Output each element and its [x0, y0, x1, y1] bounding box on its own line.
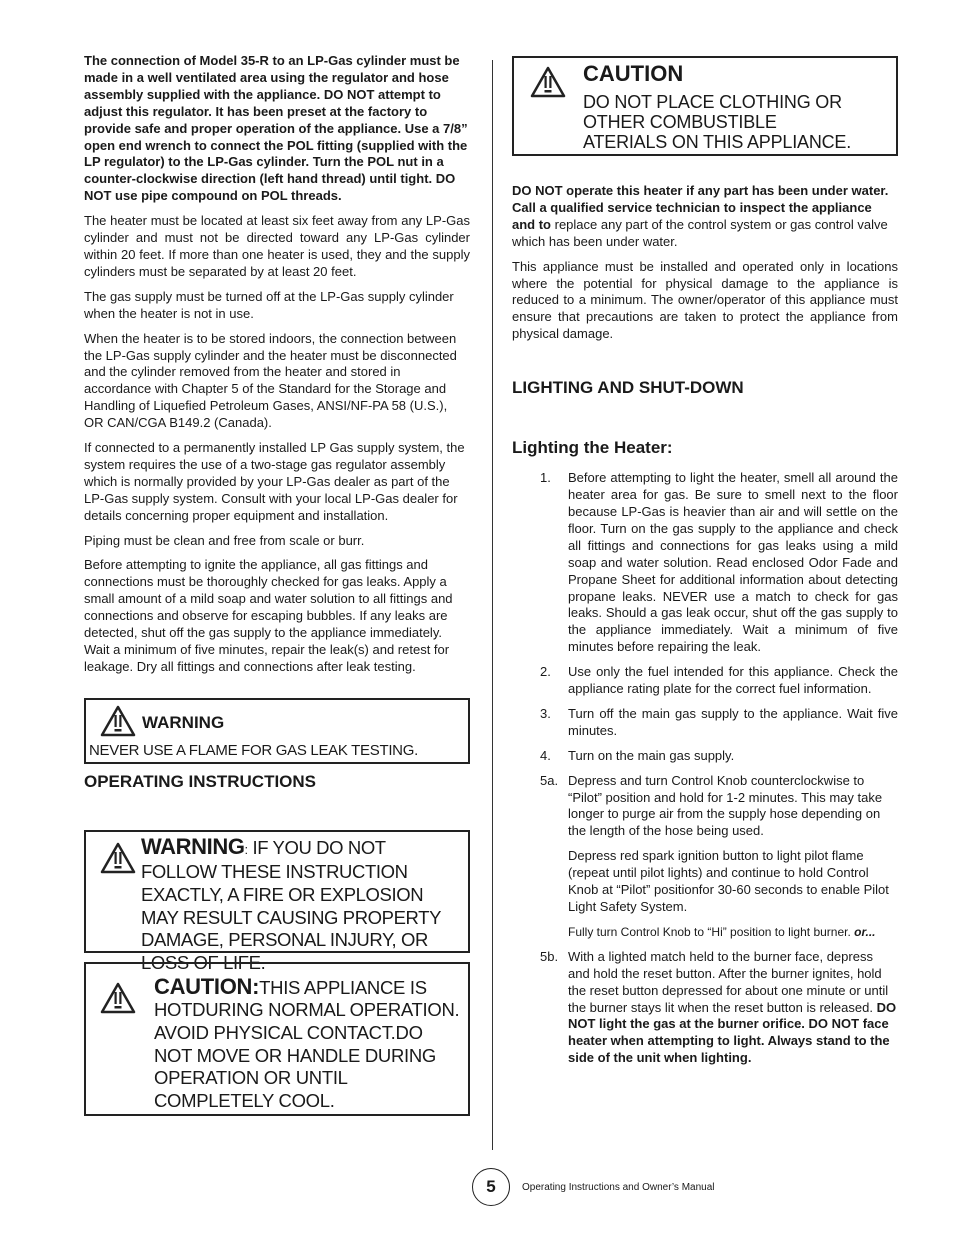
connection-paragraph: The connection of Model 35-R to an LP-Gas cylinder must be made in a well ventilated area using the regulator and hose assembly supplied with the appliance. DO NOT attempt to adjust this regulator. It has been preset at the factory to provide safe and proper operation of the appliance. Use a 7/8” open end wrench to connect the POL fitting (supplied with the LP regulator) to the LP-Gas cylinder. Turn the POL nut in a counter-clockwise direction (left hand thread) until tight. DO NOT use pipe compound on POL threads. [84, 53, 468, 204]
warning-box-follow-instructions [84, 830, 470, 973]
warning-triangle-icon [100, 842, 136, 879]
caution-box-hot-appliance [84, 962, 470, 1116]
warning-title: WARNING [142, 713, 225, 733]
step-5a-or-text: or... [854, 924, 876, 939]
water-damage-paragraph [512, 183, 898, 251]
step-number: 1. [540, 470, 551, 486]
step-5b-text: With a lighted match held to the burner face, depress and hold the reset button. After the burner ignites, hold the reset button depressed for about one minute or until the burner stays lit when the reset button is released. [568, 948, 889, 1015]
caution-line-2: OTHER COMBUSTIBLE [583, 112, 777, 132]
step-text: Turn off the main gas supply to the appliance. Wait five minutes. [568, 705, 898, 738]
step-5b-bold: DO NOT light the gas at the burner orifice. DO NOT face heater when attempting to light. Always stand to the side of the unit when lighting. [568, 999, 897, 1066]
warning-triangle-icon [530, 66, 566, 103]
step-number: 3. [540, 705, 551, 721]
leak-check-paragraph: Before attempting to ignite the appliance, all gas fittings and connections must be thoroughly checked for gas leaks. Apply a small amount of a mild soap and water solution to all fittings and connections and observe for escaping bubbles. If any leaks are detected, shut off the gas supply to the appliance immediately. Wait a minimum of five minutes, repair the leak(s) and retest for leakage. Dry all fittings and connections after leak testing. [84, 557, 453, 674]
step-text: Turn on the main gas supply. [568, 747, 735, 763]
step-5a-knob-text: Fully turn Control Knob to “Hi” position to light burner. [568, 924, 855, 939]
water-damage-rest: replace any part of the control system or gas control valve which has been under water. [512, 216, 888, 249]
warning-triangle-icon [100, 982, 136, 1019]
caution-line-1: DO NOT PLACE CLOTHING OR [583, 92, 842, 112]
indoor-storage-paragraph: When the heater is to be stored indoors, the connection between the LP-Gas supply cylinder and the heater must be disconnected and the cylinder removed from the heater and stored in accordance with Chapter 5 of the Standard for the Storage and Handling of Liquefied Petroleum Gases, ANSI/NF-PA 58 (U.S.), OR CAN/CGA B149.2 (Canada). [84, 330, 457, 431]
list-item [512, 664, 898, 698]
caution-box-combustibles [512, 56, 898, 156]
caution-title: CAUTION [583, 61, 684, 86]
right-column [512, 56, 898, 1075]
warning-body: NEVER USE A FLAME FOR GAS LEAK TESTING. [89, 741, 418, 759]
physical-damage-paragraph: This appliance must be installed and operated only in locations where the potential for physical damage to the appliance is reduced to a minimum. The owner/operator of this appliance must ensure that precautions are taken to protect the appliance from physical damage. [512, 258, 898, 342]
list-item [512, 748, 898, 765]
step-text: Before attempting to light the heater, smell all around the heater area for gas. Be sure to smell next to the floor because LP-Gas is heavier than air and will settle on the floor. Turn on the gas supply to the appliance and check all fittings and connections for gas leaks using a mild soap and water solution. Read enclosed Odor Fade and Propane Sheet for additional information about detecting propane leaks. NEVER use a match to check for gas leaks. Should a gas leak occur, shut off the gas supply to the appliance immediately. Wait a minimum of five minutes before repairing the leak. [568, 470, 898, 655]
page-number: 5 [472, 1168, 510, 1206]
list-item [512, 773, 898, 841]
step-number: 2. [540, 664, 551, 680]
warning-big-colon: : [244, 841, 248, 857]
step-number: 5b. [540, 948, 559, 964]
list-item [512, 949, 898, 1067]
caution-line-3: ATERIALS ON THIS APPLIANCE. [583, 132, 852, 152]
lighting-subheading: Lighting the Heater: [512, 438, 673, 458]
step-text: Use only the fuel intended for this appliance. Check the appliance rating plate for the correct fuel information. [568, 664, 898, 697]
water-damage-bold: DO NOT operate this heater if any part has been under water. Call a qualified service technician to inspect the appliance and to [512, 183, 889, 232]
permanent-supply-paragraph: If connected to a permanently installed LP Gas supply system, the system requires the use of a two-stage gas regulator assembly which is normally provided by your LP-Gas dealer as part of the LP-Gas supply system. Consult with your local LP-Gas dealer for details concerning proper equipment and installation. [84, 440, 465, 523]
left-column [84, 53, 470, 1116]
location-paragraph: The heater must be located at least six feet away from any LP-Gas cylinder and must not be directed toward any LP-Gas cylinder within 20 feet. If more than one heater is used, they and the supply cylinders must be separated by at least 20 feet. [84, 213, 470, 279]
list-item [512, 706, 898, 740]
step-text: Depress and turn Control Knob counterclockwise to “Pilot” position and hold for 1-2 minutes. This may take longer to purge air from the supply hose depending on the length of the hose being used. [568, 772, 883, 839]
supply-off-paragraph: The gas supply must be turned off at the LP-Gas supply cylinder when the heater is not in use. [84, 288, 454, 321]
step-number: 4. [540, 747, 551, 763]
caution-big-body: THIS APPLIANCE IS HOTDURING NORMAL OPERATION. AVOID PHYSICAL CONTACT.DO NOT MOVE OR HANDLE DURING OPERATION OR UNTIL COMPLETELY COOL. [154, 976, 460, 1111]
step-number: 5a. [540, 772, 559, 788]
caution-big-title: CAUTION: [154, 973, 260, 999]
warning-big-title: WARNING [141, 833, 245, 859]
piping-paragraph: Piping must be clean and free from scale or burr. [84, 532, 365, 548]
warning-big-body: IF YOU DO NOT FOLLOW THESE INSTRUCTION EXACTLY, A FIRE OR EXPLOSION MAY RESULT CAUSING PROPERTY DAMAGE, PERSONAL INJURY, OR LOSS OF LIFE. [141, 836, 441, 973]
column-divider [492, 60, 493, 1150]
list-item [512, 470, 898, 656]
step-5a-spark-paragraph: Depress red spark ignition button to light pilot flame (repeat until pilot lights) and continue to hold Control Knob at “Pilot” positionfor 30-60 seconds to enable Pilot Light Safety System. [568, 848, 889, 914]
step-5a-knob-paragraph [568, 924, 898, 941]
manual-title: Operating Instructions and Owner’s Manual [522, 1181, 715, 1193]
page-footer [472, 1168, 715, 1206]
lighting-heading: LIGHTING AND SHUT-DOWN [512, 378, 744, 398]
operating-instructions-heading: OPERATING INSTRUCTIONS [84, 771, 317, 791]
warning-box-leak-testing [84, 698, 470, 764]
warning-triangle-icon [100, 705, 136, 742]
